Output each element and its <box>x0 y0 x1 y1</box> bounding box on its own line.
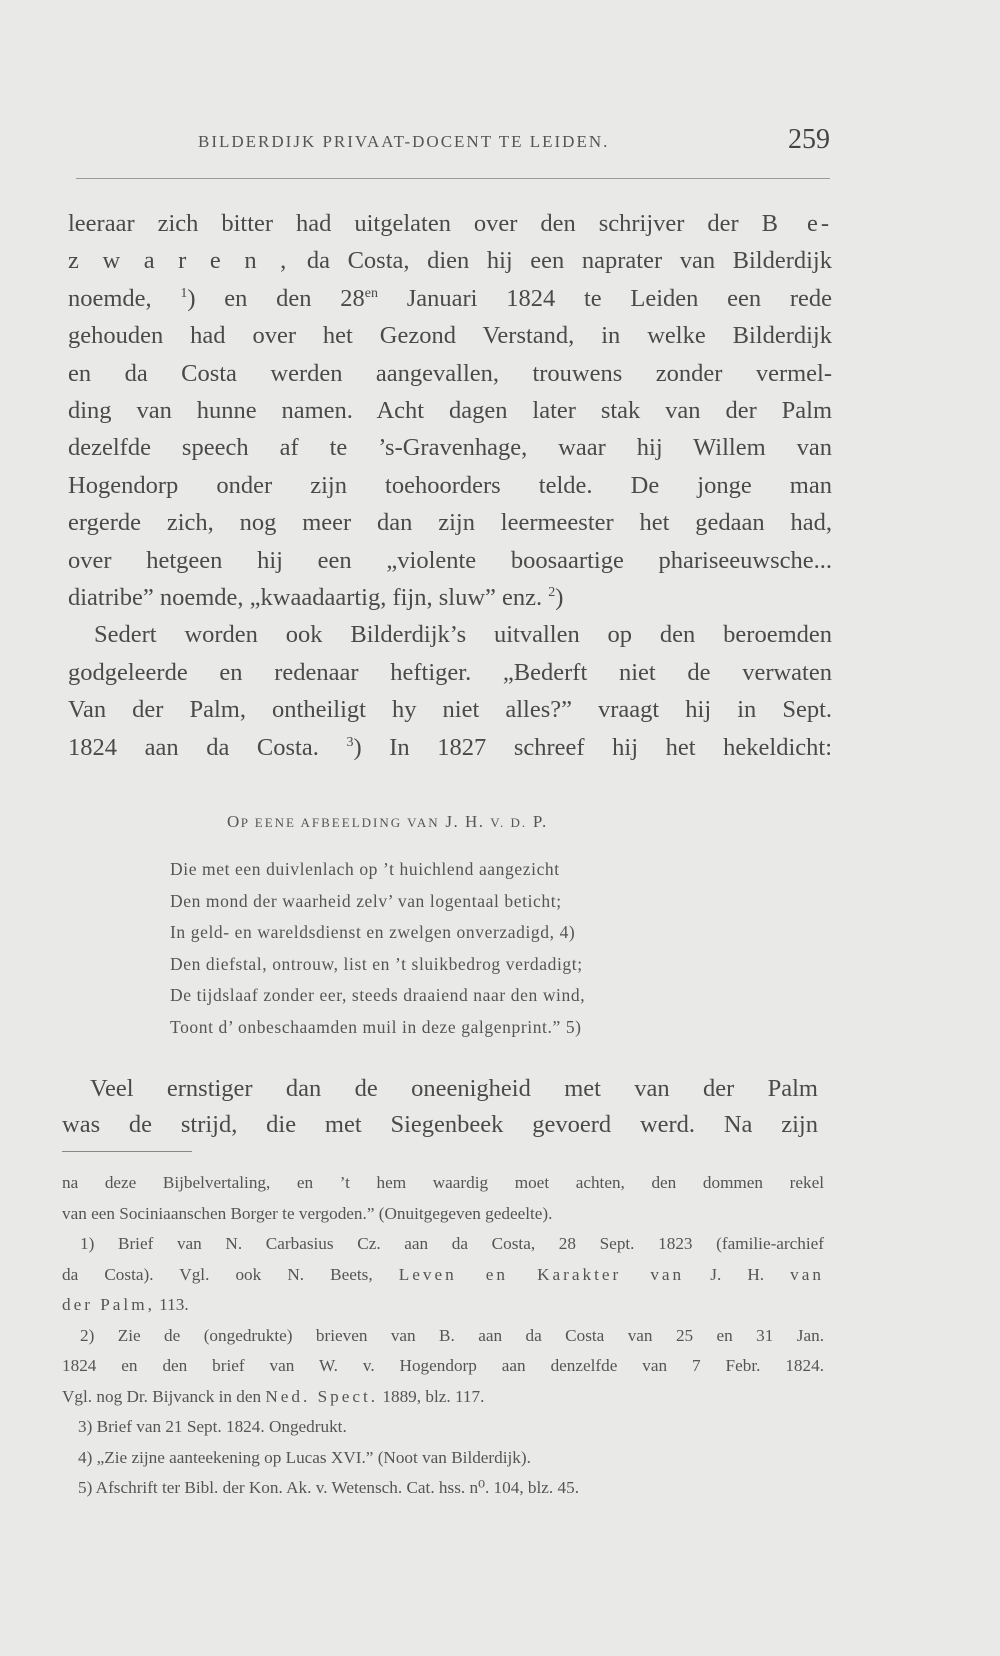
footnote-4: 4) „Zie zijne aanteekening op Lucas XVI.” (Noot van Bilderdijk). <box>78 1447 531 1467</box>
text-line: diatribe” noemde, „kwaadaartig, fijn, sluw” enz. $^2$) <box>68 584 564 612</box>
footnote-1: 1) Brief van N. Carbasius Cz. aan da Costa, 28 Sept. 1823 (familie-archief <box>80 1234 824 1253</box>
footnote-3: 3) Brief van 21 Sept. 1824. Ongedrukt. <box>78 1417 347 1436</box>
page-number: 259 <box>788 124 830 155</box>
footnote-line: da Costa). Vgl. ook N. Beets, Leven en Karakter van J. H. van <box>62 1264 824 1284</box>
footnote-line: van een Sociniaanschen Borger te vergoden.” (Onuitgegeven gedeelte). <box>62 1203 553 1223</box>
footnote-2: 2) Zie de (ongedrukte) brieven van B. aan da Costa van 25 en 31 Jan. <box>80 1325 824 1345</box>
poem-line: Die met een duivlenlach op ’t huichlend aangezicht <box>170 859 560 879</box>
text-line: Sedert worden ook Bilderdijk’s uitvallen op den beroemden <box>94 621 832 649</box>
poem-line: Den mond der waarheid zelv’ van logentaal beticht; <box>170 890 562 911</box>
footnote-line: 1824 en den brief van W. v. Hogendorp aan denzelfde van 7 Febr. 1824. <box>62 1356 824 1375</box>
footnote-ref: 2 <box>548 584 556 600</box>
poem-line: In geld- en wareldsdienst en zwelgen onverzadigd, 4) <box>170 922 576 942</box>
footnote-5: 5) Afschrift ter Bibl. der Kon. Ak. v. Wetensch. Cat. hss. n⁰. 104, blz. 45. <box>78 1478 580 1497</box>
text-line: leeraar zich bitter had uitgelaten over den schrijver der B e- <box>68 210 833 237</box>
second-paragraph <box>62 1071 818 1143</box>
text-line: en da Costa werden aangevallen, trouwens zonder vermel- <box>68 359 832 387</box>
text-line: Hogendorp onder zijn toehoorders telde. De jonge man <box>68 471 832 499</box>
text-line: z w a r e n , da Costa, dien hij een naprater van Bilderdijk <box>68 247 832 275</box>
text-line: dezelfde speech af te ’s-Gravenhage, waar hij Willem van <box>68 434 832 462</box>
running-title: BILDERDIJK PRIVAAT-DOCENT TE LEIDEN. <box>198 132 610 151</box>
text-line: was de strijd, die met Siegenbeek gevoerd werd. Na zijn <box>62 1111 818 1138</box>
footnote-line: Vgl. nog Dr. Bijvanck in den Ned. Spect. 1889, blz. 117. <box>62 1386 485 1406</box>
poem-lines <box>170 854 790 1043</box>
poem-line: Toont d’ onbeschaamden muil in deze galgenprint.” 5) <box>170 1016 582 1037</box>
footnote-ref: 1 <box>180 285 188 301</box>
ordinal-suffix: en <box>364 285 378 301</box>
poem-title: OP EENE AFBEELDING VAN J. H. V. D. P. <box>227 812 548 831</box>
footnote-line: der Palm, 113. <box>62 1295 189 1314</box>
text-line: Veel ernstiger dan de oneenigheid met van der Palm <box>90 1075 818 1102</box>
text-line: ding van hunne namen. Acht dagen later stak van der Palm <box>68 397 832 425</box>
header-rule <box>76 178 830 179</box>
footnote-ref: 3 <box>346 734 354 750</box>
text-line: 1824 aan da Costa. $^3$) In 1827 schreef hij het hekeldicht: <box>68 733 833 761</box>
text-line: gehouden had over het Gezond Verstand, in welke Bilderdijk <box>68 322 832 350</box>
text-line: godgeleerde en redenaar heftiger. „Bederft niet de verwaten <box>68 658 832 686</box>
footnote-rule <box>62 1151 192 1152</box>
main-paragraph <box>68 205 832 766</box>
text-line: Van der Palm, ontheiligt hy niet alles?” vraagt hij in Sept. <box>68 696 832 724</box>
footnote-line: na deze Bijbelvertaling, en ’t hem waardig moet achten, den dommen rekel <box>62 1173 824 1192</box>
text-line: over hetgeen hij een „violente boosaartige phariseeuwsche... <box>68 546 832 574</box>
text-line: noemde, $^1$) en den $28^{en}$ Januari 1824 te Leiden een rede <box>68 284 832 312</box>
footnotes <box>62 1168 824 1504</box>
poem-line: De tijdslaaf zonder eer, steeds draaiend naar den wind, <box>170 985 586 1005</box>
page-header <box>70 124 830 164</box>
text-line: ergerde zich, nog meer dan zijn leermeester het gedaan had, <box>68 509 832 537</box>
poem-line: Den diefstal, ontrouw, list en ’t sluikbedrog verdadigt; <box>170 953 583 974</box>
